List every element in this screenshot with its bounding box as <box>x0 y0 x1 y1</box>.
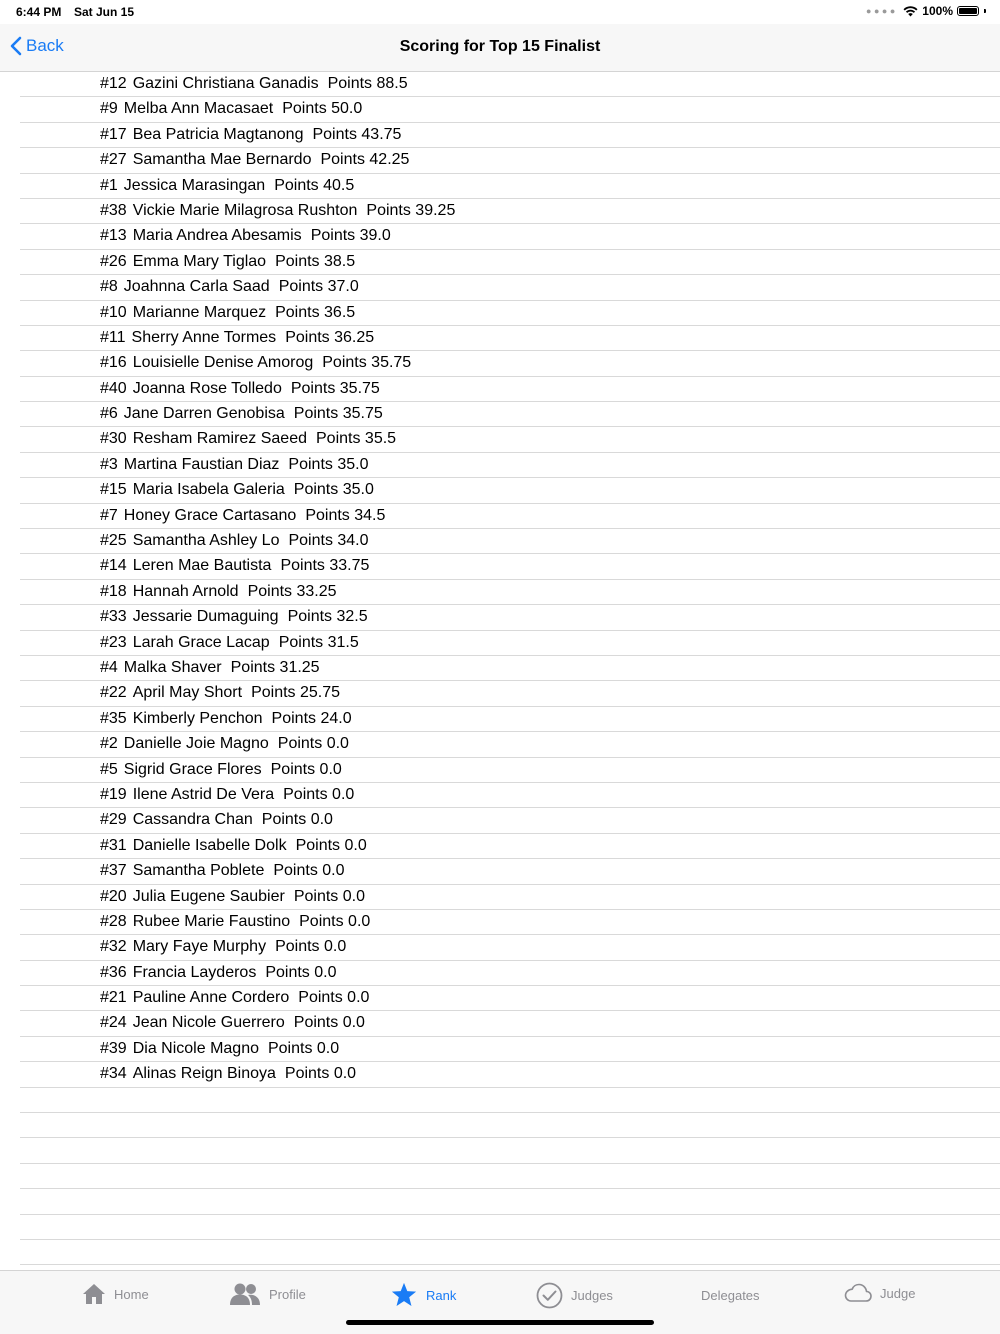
candidate-points: Points 43.75 <box>312 125 402 143</box>
tab-rank[interactable] <box>390 1282 456 1308</box>
candidate-number: #23 <box>100 633 127 651</box>
table-row[interactable] <box>20 478 1000 503</box>
row-text <box>100 735 349 753</box>
table-row[interactable] <box>20 427 1000 452</box>
candidate-name: Malka Shaver <box>123 658 222 676</box>
checkmark-circle-icon <box>536 1282 563 1309</box>
row-text <box>100 304 355 322</box>
candidate-points: Points 39.25 <box>366 201 456 219</box>
candidate-number: #21 <box>100 989 127 1007</box>
candidate-points: Points 38.5 <box>275 252 356 270</box>
candidate-points: Points 36.5 <box>275 303 356 321</box>
candidate-number: #32 <box>100 938 127 956</box>
candidate-name: Vickie Marie Milagrosa Rushton <box>132 201 358 219</box>
wifi-icon <box>903 6 918 17</box>
empty-table-row <box>20 1088 1000 1113</box>
table-row[interactable] <box>20 885 1000 910</box>
row-text <box>100 151 409 169</box>
candidate-number: #27 <box>100 151 127 169</box>
row-text <box>100 608 368 626</box>
candidate-name: Joanna Rose Tolledo <box>132 379 282 397</box>
candidate-points: Points 24.0 <box>271 709 352 727</box>
candidate-name: Francia Layderos <box>132 963 257 981</box>
candidate-points: Points 0.0 <box>298 989 370 1007</box>
candidate-number: #17 <box>100 125 127 143</box>
table-row[interactable] <box>20 554 1000 579</box>
empty-table-row <box>20 1138 1000 1163</box>
row-text <box>100 100 362 118</box>
candidate-number: #7 <box>100 506 118 524</box>
candidate-number: #34 <box>100 1065 127 1083</box>
row-text <box>100 329 374 347</box>
candidate-points: Points 0.0 <box>273 862 345 880</box>
row-text <box>100 684 340 702</box>
row-text <box>100 888 365 906</box>
candidate-name: Jane Darren Genobisa <box>123 405 285 423</box>
status-bar <box>0 0 1000 24</box>
row-text <box>100 659 320 677</box>
people-icon <box>229 1282 261 1306</box>
candidate-number: #11 <box>100 328 126 346</box>
row-text <box>100 202 455 220</box>
row-text <box>100 761 342 779</box>
table-row[interactable] <box>20 97 1000 122</box>
table-row[interactable] <box>20 1037 1000 1062</box>
candidate-name: Honey Grace Cartasano <box>123 506 297 524</box>
candidate-number: #20 <box>100 887 127 905</box>
row-text <box>100 811 333 829</box>
candidate-points: Points 31.25 <box>230 658 320 676</box>
row-text <box>100 177 354 195</box>
candidate-number: #10 <box>100 303 127 321</box>
table-row[interactable] <box>20 732 1000 757</box>
candidate-points: Points 0.0 <box>293 1014 365 1032</box>
table-row[interactable] <box>20 326 1000 351</box>
candidate-points: Points 0.0 <box>295 836 367 854</box>
candidate-name: Alinas Reign Binoya <box>132 1065 276 1083</box>
home-indicator[interactable] <box>346 1320 654 1325</box>
candidate-number: #3 <box>100 455 118 473</box>
table-row[interactable] <box>20 72 1000 97</box>
candidate-name: Emma Mary Tiglao <box>132 252 267 270</box>
cellular-signal-icon: ● ● ● ● <box>866 6 896 16</box>
row-text <box>100 405 383 423</box>
candidate-name: Kimberly Penchon <box>132 709 263 727</box>
table-row[interactable] <box>20 174 1000 199</box>
candidate-number: #15 <box>100 481 127 499</box>
candidate-number: #39 <box>100 1039 127 1057</box>
tab-label-judges: Judges <box>571 1288 613 1303</box>
candidate-number: #16 <box>100 354 127 372</box>
table-row[interactable] <box>20 148 1000 173</box>
candidate-name: Marianne Marquez <box>132 303 267 321</box>
tab-label-delegates: Delegates <box>701 1288 760 1303</box>
candidate-points: Points 0.0 <box>277 735 349 753</box>
candidate-name: Larah Grace Lacap <box>132 633 270 651</box>
candidate-name: Hannah Arnold <box>132 582 239 600</box>
candidate-number: #8 <box>100 278 118 296</box>
table-row[interactable] <box>20 351 1000 376</box>
row-text <box>100 583 337 601</box>
candidate-points: Points 35.0 <box>288 455 369 473</box>
candidate-name: Pauline Anne Cordero <box>132 989 290 1007</box>
candidate-name: Jean Nicole Guerrero <box>132 1014 285 1032</box>
cloud-icon <box>844 1282 872 1304</box>
candidate-name: Sigrid Grace Flores <box>123 760 262 778</box>
row-text <box>100 964 336 982</box>
empty-table-row <box>20 1164 1000 1189</box>
candidate-name: Maria Isabela Galeria <box>132 481 285 499</box>
empty-table-row <box>20 1113 1000 1138</box>
candidate-name: Danielle Joie Magno <box>123 735 269 753</box>
candidate-number: #35 <box>100 709 127 727</box>
row-text <box>100 380 380 398</box>
table-row[interactable] <box>20 783 1000 808</box>
tab-delegates[interactable] <box>701 1288 760 1303</box>
candidate-points: Points 0.0 <box>284 1065 357 1083</box>
row-text <box>100 862 345 880</box>
table-row[interactable] <box>20 707 1000 732</box>
empty-table-row <box>20 1240 1000 1265</box>
row-text <box>100 253 355 271</box>
candidate-points: Points 31.5 <box>278 633 359 651</box>
candidate-points: Points 0.0 <box>267 1039 340 1057</box>
candidate-name: Martina Faustian Diaz <box>123 455 280 473</box>
candidate-points: Points 35.75 <box>290 379 380 397</box>
candidate-number: #37 <box>100 862 127 880</box>
candidate-points: Points 0.0 <box>293 887 365 905</box>
status-indicators <box>866 4 986 18</box>
table-row[interactable] <box>20 859 1000 884</box>
table-row[interactable] <box>20 656 1000 681</box>
candidate-number: #26 <box>100 252 127 270</box>
candidate-number: #30 <box>100 430 127 448</box>
row-text <box>100 710 352 728</box>
candidate-points: Points 42.25 <box>320 151 410 169</box>
candidate-name: Joahnna Carla Saad <box>123 278 270 296</box>
candidate-number: #2 <box>100 735 118 753</box>
table-row[interactable] <box>20 275 1000 300</box>
row-text <box>100 481 374 499</box>
candidate-number: #33 <box>100 608 127 626</box>
candidate-points: Points 40.5 <box>274 176 355 194</box>
candidate-name: Gazini Christiana Ganadis <box>132 75 319 92</box>
candidate-number: #1 <box>100 176 118 194</box>
candidate-number: #19 <box>100 785 127 803</box>
candidate-number: #4 <box>100 658 118 676</box>
candidate-number: #24 <box>100 1014 127 1032</box>
candidate-name: Danielle Isabelle Dolk <box>132 836 287 854</box>
table-row[interactable] <box>20 1062 1000 1087</box>
battery-icon <box>957 6 979 16</box>
row-text <box>100 837 367 855</box>
candidate-points: Points 33.25 <box>247 582 337 600</box>
candidate-name: Melba Ann Macasaet <box>123 100 274 118</box>
candidate-name: Dia Nicole Magno <box>132 1039 259 1057</box>
empty-table-row <box>20 1215 1000 1240</box>
empty-table-row <box>20 1189 1000 1214</box>
candidate-points: Points 32.5 <box>287 608 368 626</box>
table-row[interactable] <box>20 580 1000 605</box>
candidate-number: #5 <box>100 760 118 778</box>
candidate-number: #31 <box>100 836 127 854</box>
row-text <box>100 557 369 575</box>
candidate-name: Samantha Ashley Lo <box>132 532 280 550</box>
row-text <box>100 507 385 525</box>
table-row[interactable] <box>20 199 1000 224</box>
table-row[interactable] <box>20 224 1000 249</box>
candidate-points: Points 35.75 <box>293 405 383 423</box>
tab-label-judge: Judge <box>880 1285 916 1301</box>
row-text <box>100 126 401 144</box>
candidate-points: Points 0.0 <box>261 811 333 829</box>
tab-profile[interactable] <box>229 1282 306 1306</box>
table-row[interactable] <box>20 529 1000 554</box>
candidate-name: Resham Ramirez Saeed <box>132 430 307 448</box>
row-text <box>100 456 368 474</box>
table-row[interactable] <box>20 123 1000 148</box>
candidate-name: Julia Eugene Saubier <box>132 887 285 905</box>
house-icon <box>82 1282 106 1306</box>
candidate-number: #29 <box>100 811 127 829</box>
candidate-name: Cassandra Chan <box>132 811 253 829</box>
tab-judge[interactable] <box>844 1282 915 1304</box>
candidate-name: Samantha Poblete <box>132 862 265 880</box>
row-text <box>100 938 346 956</box>
table-row[interactable] <box>20 758 1000 783</box>
table-row[interactable] <box>20 453 1000 478</box>
row-text <box>100 989 369 1007</box>
candidate-points: Points 35.0 <box>293 481 374 499</box>
row-text <box>100 913 370 931</box>
candidate-name: Maria Andrea Abesamis <box>132 227 302 245</box>
table-row[interactable] <box>20 605 1000 630</box>
candidate-number: #28 <box>100 912 127 930</box>
table-row[interactable] <box>20 910 1000 935</box>
candidate-name: April May Short <box>132 684 243 702</box>
row-text <box>100 1014 365 1032</box>
row-text <box>100 75 408 93</box>
candidate-name: Jessica Marasingan <box>123 176 266 194</box>
table-row[interactable] <box>20 402 1000 427</box>
table-row[interactable] <box>20 986 1000 1011</box>
candidate-number: #36 <box>100 963 127 981</box>
row-text <box>100 634 359 652</box>
candidate-number: #25 <box>100 532 127 550</box>
row-text <box>100 1065 356 1083</box>
table-row[interactable] <box>20 808 1000 833</box>
candidate-number: #13 <box>100 227 127 245</box>
candidate-points: Points 0.0 <box>275 938 347 956</box>
candidate-points: Points 35.75 <box>322 354 412 372</box>
candidate-name: Louisielle Denise Amorog <box>132 354 314 372</box>
candidate-points: Points 34.0 <box>288 532 369 550</box>
table-row[interactable] <box>20 631 1000 656</box>
table-row[interactable] <box>20 961 1000 986</box>
row-text <box>100 354 411 372</box>
candidate-points: Points 0.0 <box>283 785 355 803</box>
status-date: Sat Jun 15 <box>74 5 135 19</box>
table-row[interactable] <box>20 935 1000 960</box>
candidate-number: #38 <box>100 201 127 219</box>
status-time: 6:44 PM <box>16 5 62 19</box>
candidate-name: Sherry Anne Tormes <box>131 328 277 346</box>
row-text <box>100 786 354 804</box>
tab-label-profile: Profile <box>269 1286 306 1302</box>
candidate-points: Points 0.0 <box>299 912 371 930</box>
candidate-name: Mary Faye Murphy <box>132 938 267 956</box>
row-text <box>100 430 396 448</box>
candidate-number: #9 <box>100 100 118 118</box>
candidate-name: Jessarie Dumaguing <box>132 608 279 626</box>
candidate-number: #6 <box>100 405 118 423</box>
candidate-points: Points 50.0 <box>282 100 363 118</box>
tab-judges[interactable] <box>536 1282 613 1309</box>
tab-label-rank: Rank <box>426 1287 457 1303</box>
battery-percentage: 100% <box>922 4 953 18</box>
candidate-number: #12 <box>100 75 127 92</box>
candidate-points: Points 33.75 <box>280 557 370 575</box>
candidate-points: Points 35.5 <box>316 430 397 448</box>
candidate-points: Points 36.25 <box>285 328 375 346</box>
page-title: Scoring for Top 15 Finalist <box>399 38 601 55</box>
candidate-number: #14 <box>100 557 127 575</box>
navigation-bar <box>0 24 1000 72</box>
star-icon <box>390 1282 418 1308</box>
candidate-points: Points 0.0 <box>270 760 342 778</box>
table-row[interactable] <box>20 834 1000 859</box>
candidate-points: Points 88.5 <box>327 75 408 92</box>
table-row[interactable] <box>20 301 1000 326</box>
candidate-name: Leren Mae Bautista <box>132 557 272 575</box>
back-label: Back <box>26 36 64 55</box>
row-text <box>100 227 391 245</box>
candidate-points: Points 39.0 <box>310 227 391 245</box>
table-row[interactable] <box>20 1011 1000 1036</box>
candidate-name: Rubee Marie Faustino <box>132 912 291 930</box>
row-text <box>100 278 359 296</box>
table-row[interactable] <box>20 377 1000 402</box>
tab-home[interactable] <box>82 1282 149 1306</box>
table-row[interactable] <box>20 681 1000 706</box>
table-row[interactable] <box>20 504 1000 529</box>
candidate-number: #18 <box>100 582 127 600</box>
row-text <box>100 532 369 550</box>
candidate-number: #22 <box>100 684 127 702</box>
ranking-table[interactable] <box>20 72 1000 1265</box>
candidate-points: Points 0.0 <box>265 963 337 981</box>
candidate-number: #40 <box>100 379 127 397</box>
table-row[interactable] <box>20 250 1000 275</box>
candidate-name: Ilene Astrid De Vera <box>132 785 275 803</box>
candidate-points: Points 34.5 <box>305 506 386 524</box>
candidate-name: Samantha Mae Bernardo <box>132 151 312 169</box>
candidate-name: Bea Patricia Magtanong <box>132 125 304 143</box>
row-text <box>100 1040 339 1058</box>
candidate-points: Points 25.75 <box>251 684 341 702</box>
tab-label-home: Home <box>114 1286 149 1302</box>
candidate-points: Points 37.0 <box>278 278 359 296</box>
